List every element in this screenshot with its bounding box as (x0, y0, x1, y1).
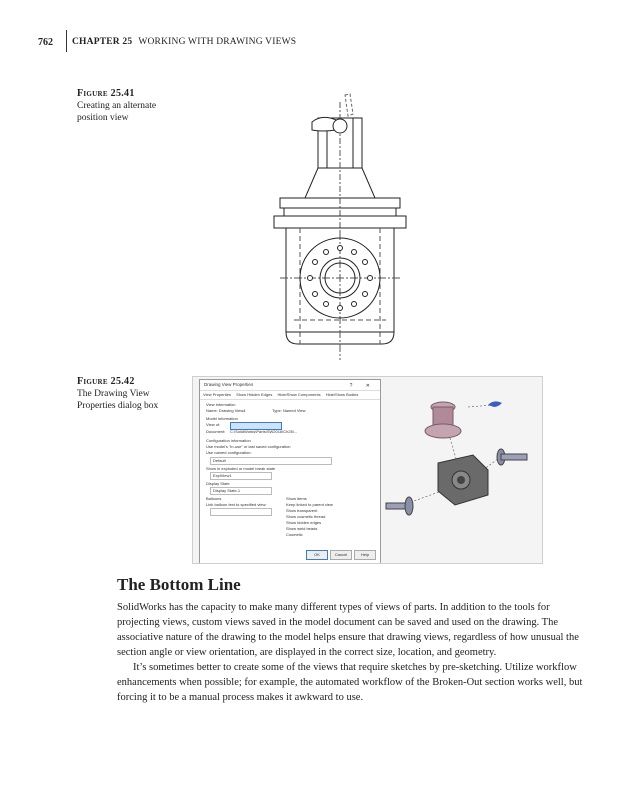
option-item[interactable]: Keep linked to parent view (286, 502, 333, 507)
tab-hide-show-bodies[interactable]: Hide/Show Bodies (325, 392, 359, 397)
view-type: Type: Named View (272, 408, 306, 413)
configuration-heading: Configuration information (206, 438, 251, 443)
section-title: The Bottom Line (117, 575, 241, 594)
handle-part (488, 401, 502, 407)
view-information-heading: View information (206, 402, 236, 407)
option-item[interactable]: Show cosmetic thread (286, 514, 326, 519)
option-item[interactable]: Cosmetic (286, 532, 303, 537)
model-information-heading: Model information (206, 416, 238, 421)
cancel-button[interactable]: Cancel (330, 550, 352, 560)
document-path: C:\SolidWorks\Parts\SW2016\Ch25\... (230, 429, 298, 434)
document-label: Document: (206, 429, 226, 434)
option-item[interactable]: Show items (286, 496, 307, 501)
display-state-heading: Display State (206, 481, 230, 486)
display-state-select[interactable] (210, 487, 272, 495)
shaft-part-right (497, 449, 527, 465)
tab-show-hidden-edges[interactable]: Show Hidden Edges (236, 392, 273, 397)
balloons-heading: Balloons (206, 496, 222, 501)
view-name: Name: Drawing View4 (206, 408, 246, 413)
dialog-tabs (200, 391, 380, 400)
use-in-use-config-radio[interactable]: Use model's "in-use" or last saved configuration (206, 444, 291, 449)
help-button[interactable]: Help (354, 550, 376, 560)
technical-drawing (270, 92, 410, 362)
page-number: 762 (38, 37, 53, 48)
use-named-config-radio[interactable]: Use named configuration: (206, 450, 252, 455)
option-item[interactable]: Show transparent (286, 508, 318, 513)
balloon-view-field[interactable] (210, 508, 272, 516)
figure-caption: Creating an alternate position view (77, 101, 157, 123)
screenshot-frame (192, 376, 543, 564)
drawing-view-properties-dialog (199, 379, 381, 564)
figure-caption: The Drawing View Properties dialog box (77, 389, 159, 411)
ok-button[interactable]: OK (306, 550, 328, 560)
option-item[interactable]: Show weld beads (286, 526, 318, 531)
show-exploded-checkbox[interactable]: Show in exploded or model break state (206, 466, 276, 471)
housing-part (438, 455, 488, 505)
window-controls[interactable]: ? ✕ (349, 383, 376, 389)
neck-part (425, 402, 461, 438)
figure-label: Figure 25.41 (77, 88, 135, 99)
running-header (72, 37, 296, 47)
option-item[interactable]: Show hidden edges (286, 520, 322, 525)
tab-hide-show-components[interactable]: Hide/Show Components (277, 392, 321, 397)
header-rule (66, 30, 67, 52)
link-balloon-checkbox[interactable]: Link balloon text to specified view: (206, 502, 267, 507)
view-of-label: View of: (206, 422, 221, 427)
shaft-part-left (386, 497, 413, 515)
dialog-title: Drawing View Properties ? ✕ (200, 380, 380, 391)
paragraph: SolidWorks has the capacity to make many different types of views of parts. In addition to the tools for projecting views, custom views saved in the model document can be saved and used on the drawing. The associative nature of the drawing to the model helps ensure that drawing views, regardless of how unusual the section angle or view orientation, are displayed in the correct size, location, and geometry. (117, 602, 579, 658)
display-state-value: Display State-1 (213, 488, 241, 493)
chapter-number: CHAPTER 25 (72, 37, 133, 47)
exploded-value: ExplView1 (213, 473, 232, 478)
figure-label: Figure 25.42 (77, 376, 135, 387)
exploded-select[interactable] (210, 472, 272, 480)
configuration-select[interactable] (210, 457, 332, 465)
paragraph: It’s sometimes better to create some of the views that require sketches by pre-sketching. Utilize workflow enhancements when possible; for example, the automated workflow of the Broken-Out section works well, but forcing it to be a manual process makes it awkward to use. (117, 662, 583, 703)
body-text (117, 600, 583, 705)
tab-view-properties[interactable]: View Properties (203, 392, 231, 397)
exploded-assembly-graphic (383, 385, 538, 555)
configuration-value: Default (213, 458, 226, 463)
chapter-title: WORKING WITH DRAWING VIEWS (138, 37, 297, 47)
